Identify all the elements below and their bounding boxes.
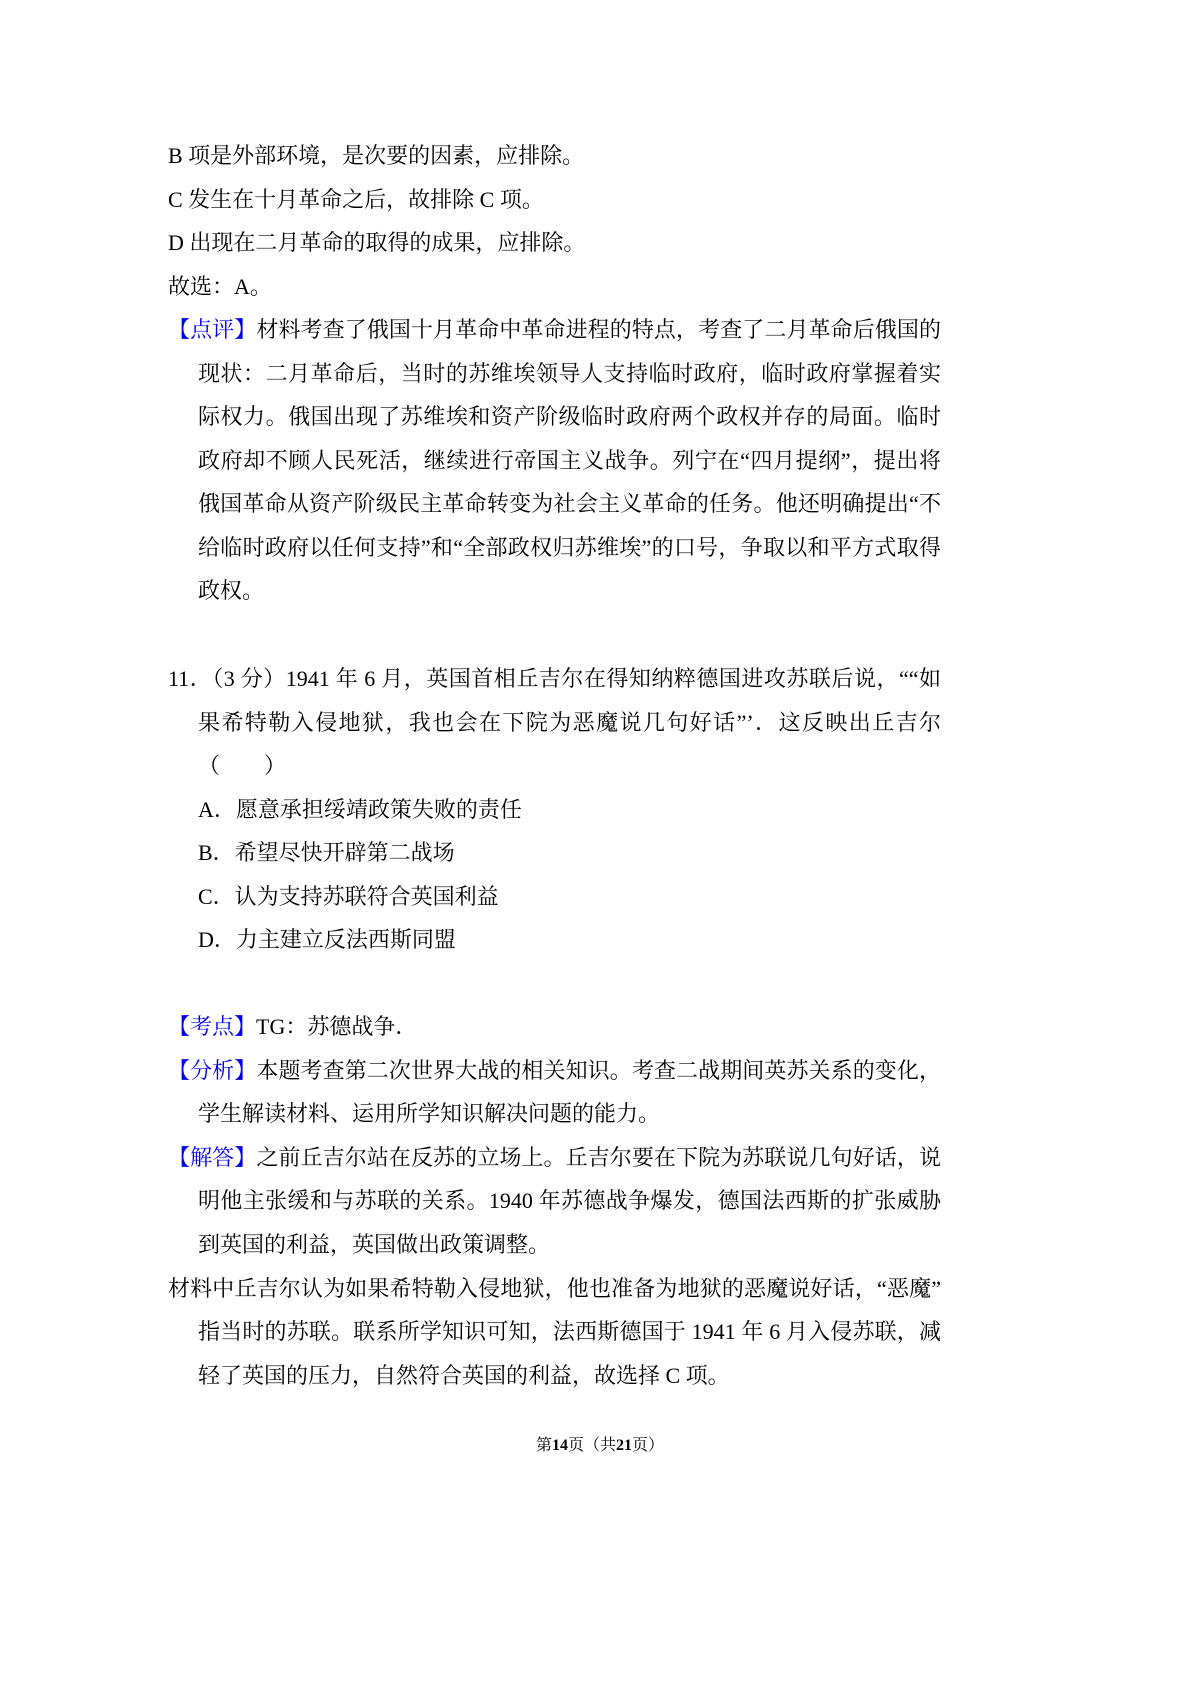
section-tag: 【分析】 <box>168 1058 257 1083</box>
line-text: TG：苏德战争． <box>256 1014 418 1039</box>
text-line <box>198 1186 941 1216</box>
footer-text: 页（共 <box>567 1437 616 1454</box>
line-text: C 发生在十月革命之后，故排除 C 项。 <box>168 187 544 212</box>
text-line <box>198 446 941 476</box>
line-text: A．愿意承担绥靖政策失败的责任 <box>198 797 522 822</box>
line-text: 学生解读材料、运用所学知识解决问题的能力。 <box>198 1101 661 1126</box>
line-text: 俄国革命从资产阶级民主革命转变为社会主义革命的任务。他还明确提出“不 <box>198 491 941 516</box>
text-line <box>198 576 264 606</box>
page-footer <box>0 1432 1200 1455</box>
page-number: 14 <box>551 1437 568 1454</box>
line-text: 故选：A。 <box>168 274 272 299</box>
line-text: 轻了英国的压力，自然符合英国的利益，故选择 C 项。 <box>198 1363 730 1388</box>
text-line <box>198 1361 730 1391</box>
line-text: 到英国的利益，英国做出政策调整。 <box>198 1232 551 1257</box>
line-text: B 项是外部环境，是次要的因素，应排除。 <box>168 143 585 168</box>
text-line <box>168 1274 941 1304</box>
text-line <box>198 708 941 738</box>
text-line <box>198 795 522 825</box>
text-line <box>198 751 286 781</box>
text-line <box>168 228 585 258</box>
line-text: （ ） <box>198 753 287 778</box>
line-text: D．力主建立反法西斯同盟 <box>198 927 456 952</box>
text-line <box>198 882 499 912</box>
text-line <box>168 141 584 171</box>
section-tag: 【解答】 <box>168 1145 257 1170</box>
line-text: C．认为支持苏联符合英国利益 <box>198 884 499 909</box>
text-line <box>198 402 941 432</box>
line-text: B．希望尽快开辟第二战场 <box>198 840 455 865</box>
text-line <box>198 489 941 519</box>
line-text: 指当时的苏联。联系所学知识可知，法西斯德国于 1941 年 6 月入侵苏联，减 <box>198 1319 941 1344</box>
line-text: 本题考查第二次世界大战的相关知识。考查二战期间英苏关系的变化， <box>256 1058 941 1083</box>
text-line <box>198 838 455 868</box>
line-text: 11．（3 分）1941 年 6 月，英国首相丘吉尔在得知纳粹德国进攻苏联后说，““如 <box>168 666 941 691</box>
section-line <box>168 1056 941 1086</box>
text-line <box>198 533 941 563</box>
text-line <box>168 272 272 302</box>
text-line <box>198 359 941 389</box>
section-tag: 【点评】 <box>168 317 257 342</box>
text-line <box>168 185 544 215</box>
line-text: 给临时政府以任何支持”和“全部政权归苏维埃”的口号，争取以和平方式取得 <box>198 535 941 560</box>
line-text: 政权。 <box>198 578 265 603</box>
text-line <box>198 1317 941 1347</box>
line-text: 现状：二月革命后，当时的苏维埃领导人支持临时政府，临时政府掌握着实 <box>198 361 941 386</box>
text-line <box>198 925 456 955</box>
line-text: 材料中丘吉尔认为如果希特勒入侵地狱，他也准备为地狱的恶魔说好话，“恶魔” <box>168 1276 941 1301</box>
section-line <box>168 1012 417 1042</box>
footer-text: 第 <box>535 1437 552 1454</box>
line-text: 材料考查了俄国十月革命中革命进程的特点，考查了二月革命后俄国的 <box>256 317 941 342</box>
footer-text: 页） <box>632 1437 665 1454</box>
section-line <box>168 315 941 345</box>
line-text: D 出现在二月革命的取得的成果，应排除。 <box>168 230 586 255</box>
line-text: 明他主张缓和与苏联的关系。1940 年苏德战争爆发，德国法西斯的扩张威胁 <box>198 1188 941 1213</box>
line-text: 之前丘吉尔站在反苏的立场上。丘吉尔要在下院为苏联说几句好话，说 <box>256 1145 941 1170</box>
text-line <box>168 664 941 694</box>
text-line <box>198 1230 550 1260</box>
section-line <box>168 1143 941 1173</box>
line-text: 果希特勒入侵地狱，我也会在下院为恶魔说几句好话”’．这反映出丘吉尔 <box>198 710 941 735</box>
text-line <box>198 1099 660 1129</box>
total-pages: 21 <box>616 1437 632 1454</box>
line-text: 际权力。俄国出现了苏维埃和资产阶级临时政府两个政权并存的局面。临时 <box>198 404 941 429</box>
section-tag: 【考点】 <box>168 1014 257 1039</box>
line-text: 政府却不顾人民死活，继续进行帝国主义战争。列宁在“四月提纲”，提出将 <box>198 448 941 473</box>
